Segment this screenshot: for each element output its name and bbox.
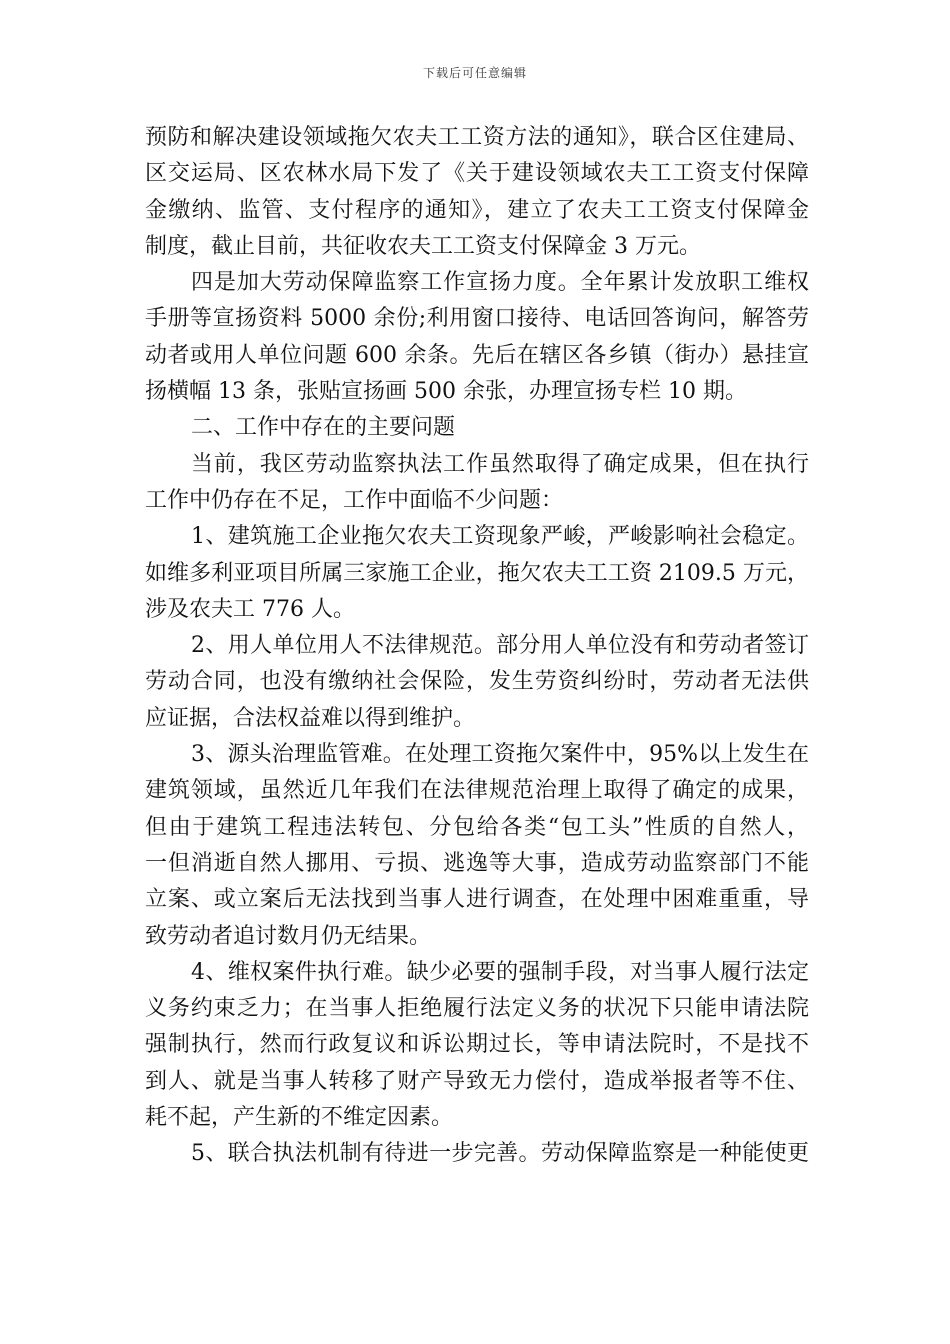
text-line: 强制执行，然而行政复议和诉讼期过长，等申请法院时，不是找不 bbox=[145, 1032, 809, 1058]
paragraph-start-line: 当前，我区劳动监察执法工作虽然取得了确定成果，但在执行 bbox=[191, 451, 809, 477]
paragraph-start-line: 四是加大劳动保障监察工作宣扬力度。全年累计发放职工维权 bbox=[191, 270, 809, 296]
text-line: 扬横幅 13 条，张贴宣扬画 500 余张，办理宣扬专栏 10 期。 bbox=[145, 379, 747, 405]
text-line: 但由于建筑工程违法转包、分包给各类“包工头”性质的自然人， bbox=[145, 814, 809, 840]
section-heading: 二、工作中存在的主要问题 bbox=[191, 415, 456, 441]
text-line: 涉及农夫工 776 人。 bbox=[145, 596, 355, 622]
text-line: 金缴纳、监管、支付程序的通知》，建立了农夫工工资支付保障金 bbox=[145, 197, 809, 223]
paragraph-start-line: 4、维权案件执行难。缺少必要的强制手段，对当事人履行法定 bbox=[191, 959, 809, 985]
text-line: 立案、或立案后无法找到当事人进行调查，在处理中困难重重，导 bbox=[145, 887, 809, 913]
text-line: 建筑领域，虽然近几年我们在法律规范治理上取得了确定的成果， bbox=[145, 778, 809, 804]
text-line: 劳动合同，也没有缴纳社会保险，发生劳资纠纷时，劳动者无法供 bbox=[145, 669, 809, 695]
text-line: 手册等宣扬资料 5000 余份;利用窗口接待、电话回答询问，解答劳 bbox=[145, 306, 809, 332]
text-line: 致劳动者追讨数月仍无结果。 bbox=[145, 923, 432, 949]
text-line: 到人、就是当事人转移了财产导致无力偿付，造成举报者等不住、 bbox=[145, 1068, 809, 1094]
text-line: 如维多利亚项目所属三家施工企业，拖欠农夫工工资 2109.5 万元， bbox=[145, 560, 809, 586]
text-line: 工作中仍存在不足，工作中面临不少问题： bbox=[145, 487, 564, 513]
page-header: 下载后可任意编辑 bbox=[422, 66, 527, 80]
text-line: 区交运局、区农林水局下发了《关于建设领域农夫工工资支付保障 bbox=[145, 161, 809, 187]
paragraph-start-line: 5、联合执法机制有待进一步完善。劳动保障监察是一种能使更 bbox=[191, 1141, 809, 1167]
text-line: 耗不起，产生新的不维定因素。 bbox=[145, 1105, 454, 1131]
paragraph-start-line: 1、建筑施工企业拖欠农夫工资现象严峻，严峻影响社会稳定。 bbox=[191, 524, 809, 550]
text-line: 义务约束乏力；在当事人拒绝履行法定义务的状况下只能申请法院 bbox=[145, 996, 809, 1022]
text-line: 制度，截止目前，共征收农夫工工资支付保障金 3 万元。 bbox=[145, 233, 701, 259]
text-line: 动者或用人单位问题 600 余条。先后在辖区各乡镇（街办）悬挂宣 bbox=[145, 342, 809, 368]
document-body bbox=[145, 120, 809, 1173]
text-line: 预防和解决建设领域拖欠农夫工工资方法的通知》，联合区住建局、 bbox=[145, 125, 809, 150]
paragraph-start-line: 2、用人单位用人不法律规范。部分用人单位没有和劳动者签订 bbox=[191, 633, 809, 659]
text-line: 应证据，合法权益难以得到维护。 bbox=[145, 705, 476, 731]
text-line: 一但消逝自然人挪用、亏损、逃逸等大事，造成劳动监察部门不能 bbox=[145, 850, 809, 876]
paragraph-start-line: 3、源头治理监管难。在处理工资拖欠案件中，95%以上发生在 bbox=[191, 742, 809, 768]
